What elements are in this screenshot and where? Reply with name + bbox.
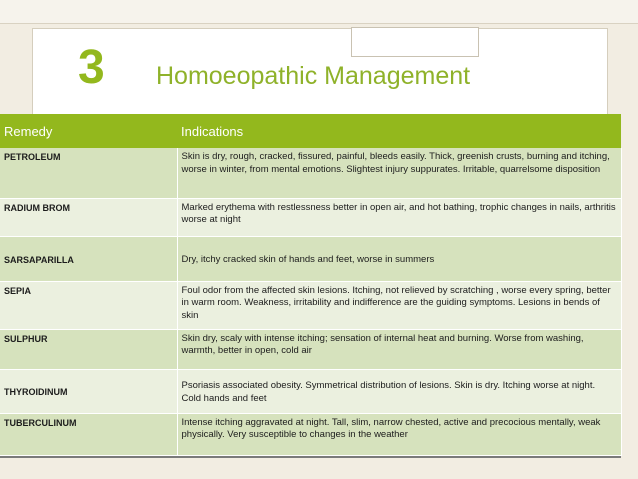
table-row [0, 413, 621, 455]
slide-number: 3 [78, 41, 105, 94]
top-divider [0, 23, 638, 24]
table-row [0, 148, 621, 198]
table-header-row [0, 114, 621, 148]
table-row [0, 198, 621, 236]
indication-cell: Psoriasis associated obesity. Symmetrical distribution of lesions. Skin is dry. Itching worse at night. Cold hands and feet [177, 369, 621, 413]
top-band [0, 0, 638, 23]
remedy-cell: TUBERCULINUM [0, 413, 177, 455]
remedy-cell: SULPHUR [0, 329, 177, 369]
table-row [0, 329, 621, 369]
indication-cell: Dry, itchy cracked skin of hands and feet, worse in summers [177, 236, 621, 281]
indication-cell: Foul odor from the affected skin lesions. Itching, not relieved by scratching , worse every spring, better in warm room. Weakness, irritability and indifference are the guiding symptoms. Lesions in bends of skin [177, 281, 621, 329]
header-remedy: Remedy [0, 114, 177, 148]
slide-title: Homoeopathic Management [156, 62, 471, 90]
indication-cell: Skin is dry, rough, cracked, fissured, painful, bleeds easily. Thick, greenish crusts, burning and itching, worse in winter, from mental emotions. Slightest injury suppurates. Irritable, quarrelsome disposition [177, 148, 621, 198]
remedy-cell: PETROLEUM [0, 148, 177, 198]
remedy-cell: SEPIA [0, 281, 177, 329]
remedy-cell: THYROIDINUM [0, 369, 177, 413]
header-indications: Indications [177, 114, 621, 148]
table-row [0, 369, 621, 413]
table-row [0, 281, 621, 329]
table-bottom-shadow [0, 456, 621, 458]
table-row [0, 236, 621, 281]
indication-cell: Skin dry, scaly with intense itching; sensation of internal heat and burning. Worse from washing, warmth, better in open, cold air [177, 329, 621, 369]
indication-cell: Intense itching aggravated at night. Tall, slim, narrow chested, active and precocious mentally, weak physically. Very susceptible to changes in the weather [177, 413, 621, 455]
corner-box [351, 27, 479, 57]
remedy-table [0, 114, 622, 456]
indication-cell: Marked erythema with restlessness better in open air, and hot bathing, trophic changes in nails, arthritis worse at night [177, 198, 621, 236]
remedy-cell: SARSAPARILLA [0, 236, 177, 281]
remedy-cell: RADIUM BROM [0, 198, 177, 236]
